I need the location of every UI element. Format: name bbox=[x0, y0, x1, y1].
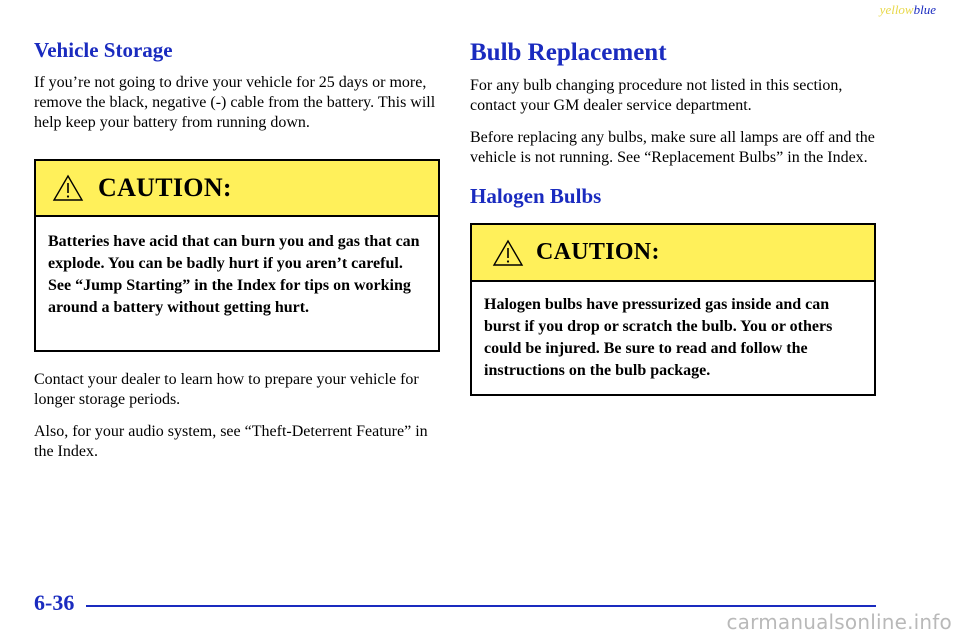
footer-rule bbox=[86, 605, 876, 607]
caution-label: CAUTION: bbox=[98, 173, 232, 203]
bulb-replacement-heading: Bulb Replacement bbox=[470, 39, 667, 66]
warning-triangle-icon bbox=[492, 239, 524, 267]
right-column bbox=[470, 38, 876, 396]
caution-header bbox=[472, 225, 874, 282]
halogen-caution-box bbox=[470, 223, 876, 396]
battery-caution-text: Batteries have acid that can burn you and gas that can explode. You can be badly hurt if you aren’t careful. See “Jump Starting” in the Index for tips on working around a battery without getting hurt. bbox=[48, 233, 420, 317]
warning-triangle-icon bbox=[52, 174, 84, 202]
vehicle-storage-heading: Vehicle Storage bbox=[34, 38, 173, 62]
bulb-para-1: For any bulb changing procedure not listed in this section, contact your GM dealer service department. bbox=[470, 77, 843, 114]
halogen-caution-text: Halogen bulbs have pressurized gas inside and can burst if you drop or scratch the bulb. You or others could be injured. Be sure to read and follow the instructions on the bulb package. bbox=[484, 296, 833, 380]
left-column bbox=[34, 38, 440, 474]
storage-para-2: Contact your dealer to learn how to prepare your vehicle for longer storage periods. bbox=[34, 371, 419, 409]
bulb-para-2: Before replacing any bulbs, make sure all lamps are off and the vehicle is not running. See “Replacement Bulbs” in the Index. bbox=[470, 129, 875, 166]
watermark-text: carmanualsonline.info bbox=[726, 610, 952, 634]
color-tag-yellow: yellow bbox=[879, 2, 914, 17]
page-footer bbox=[34, 590, 74, 616]
halogen-bulbs-heading: Halogen Bulbs bbox=[470, 184, 602, 208]
battery-caution-box bbox=[34, 159, 440, 352]
caution-label: CAUTION: bbox=[536, 239, 660, 266]
vehicle-storage-intro: If you’re not going to drive your vehicle for 25 days or more, remove the black, negative (-) cable from the battery. This will help keep your battery from running down. bbox=[34, 74, 436, 132]
caution-header bbox=[36, 161, 438, 217]
storage-para-3: Also, for your audio system, see “Theft-Deterrent Feature” in the Index. bbox=[34, 423, 428, 461]
page-number: 6-36 bbox=[34, 590, 75, 615]
color-tag-blue: blue bbox=[913, 2, 936, 17]
color-tag bbox=[880, 2, 936, 18]
